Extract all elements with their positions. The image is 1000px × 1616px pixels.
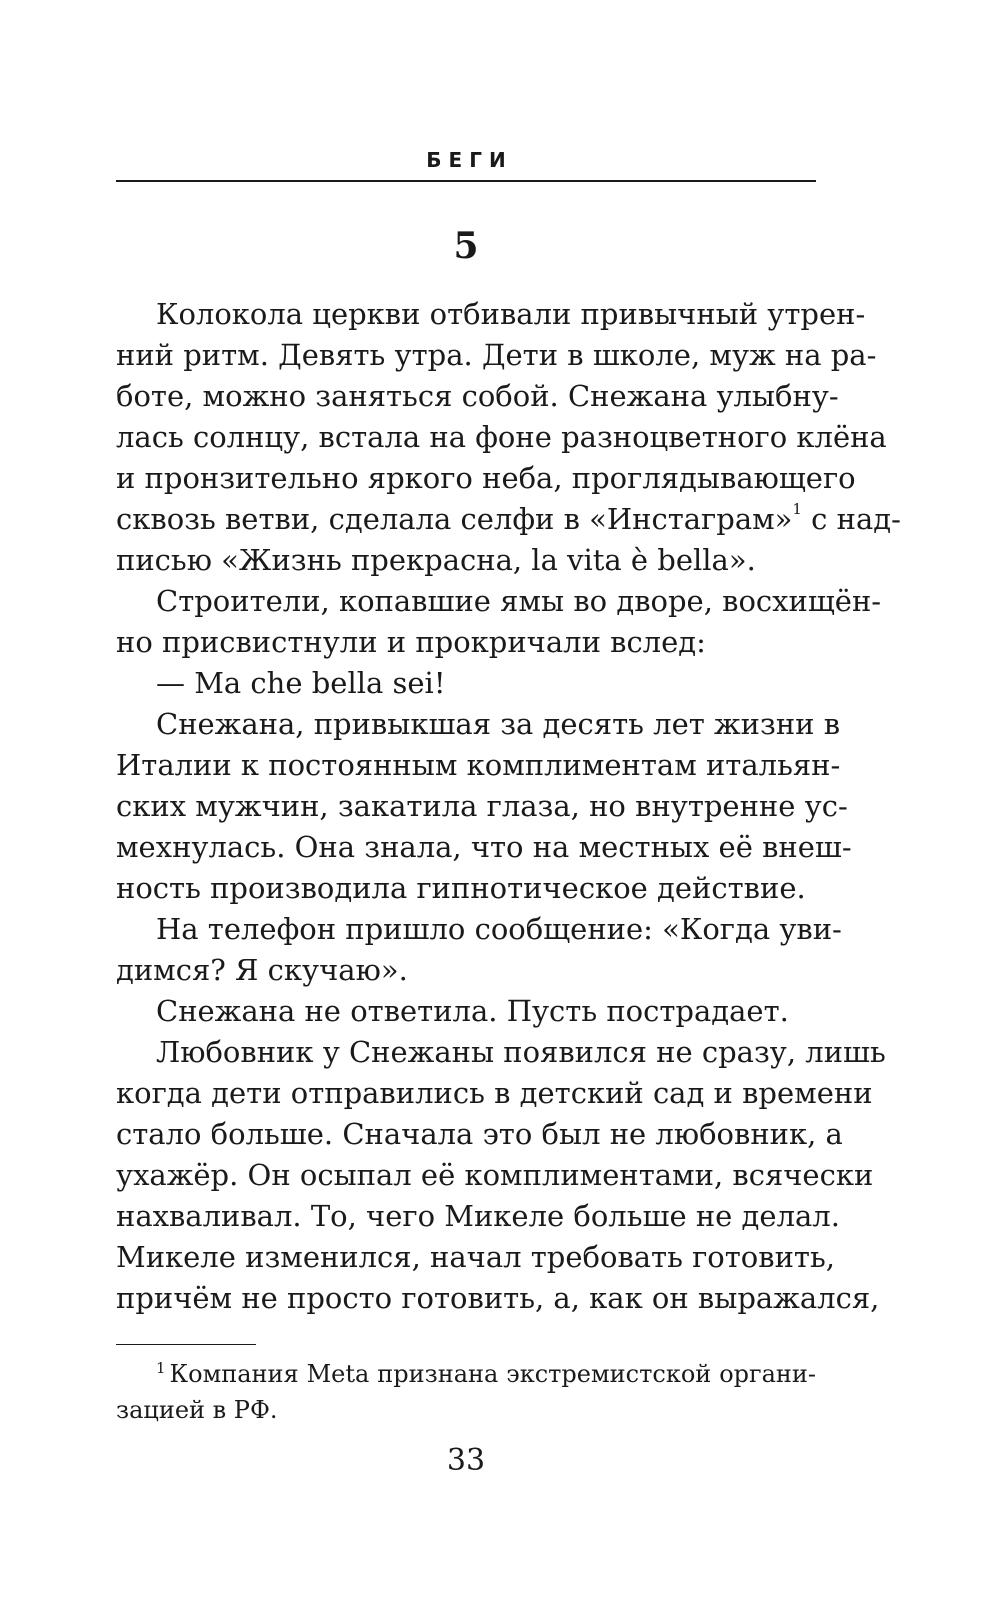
footnote [116, 1356, 816, 1428]
text-line: димся? Я скучаю». [116, 953, 408, 987]
text-line: когда дети отправились в детский сад и времени [116, 1076, 873, 1110]
footnote-line: зацией в РФ. [116, 1396, 278, 1424]
text-segment: с над- [801, 502, 901, 536]
text-line: Любовник у Снежаны появился не сразу, лишь [156, 1035, 886, 1069]
text-line: боте, можно заняться собой. Снежана улыбну- [116, 379, 839, 413]
text-line: На телефон пришло сообщение: «Когда уви- [156, 912, 842, 946]
text-line: ских мужчин, закатила глаза, но внутренне ус- [116, 789, 848, 823]
text-line: — Ma che bella sei! [156, 666, 446, 700]
footnote-marker: 1 [156, 1359, 166, 1377]
text-line-with-footnote [116, 499, 901, 540]
text-line: но присвистнули и прокричали вслед: [116, 625, 706, 659]
text-line: Италии к постоянным комплиментам итальян- [116, 748, 841, 782]
footnote-text: Компания Meta признана экстремистской органи- [169, 1360, 816, 1388]
text-line: ность производила гипнотическое действие. [116, 871, 806, 905]
text-line: стало больше. Сначала это был не любовник, а [116, 1117, 843, 1151]
text-line: Микеле изменился, начал требовать готовить, [116, 1240, 835, 1274]
text-line: писью «Жизнь прекрасна, la vita è bella». [116, 543, 756, 577]
header-rule [116, 180, 816, 182]
body-text [116, 294, 901, 1319]
page-number: 33 [446, 1443, 486, 1478]
text-line: Снежана, привыкшая за десять лет жизни в [156, 707, 841, 741]
text-line: мехнулась. Она знала, что на местных её внеш- [116, 830, 852, 864]
footnote-line [116, 1356, 816, 1392]
text-line: ний ритм. Девять утра. Дети в школе, муж на ра- [116, 338, 877, 372]
text-line: Строители, копавшие ямы во дворе, восхищён- [156, 584, 882, 618]
running-head: БЕГИ [426, 148, 513, 172]
text-line: причём не просто готовить, а, как он выражался, [116, 1281, 880, 1315]
text-line: Колокола церкви отбивали привычный утрен- [156, 297, 866, 331]
footnote-rule [116, 1344, 256, 1345]
text-line: лась солнцу, встала на фоне разноцветного клёна [116, 420, 887, 454]
text-line: и пронзительно яркого неба, проглядывающего [116, 461, 856, 495]
text-segment: сквозь ветви, сделала селфи в «Инстаграм» [116, 502, 793, 536]
chapter-number: 5 [453, 225, 479, 267]
text-line: Снежана не ответила. Пусть пострадает. [156, 994, 789, 1028]
footnote-reference[interactable]: 1 [792, 500, 802, 519]
text-line: нахваливал. То, чего Микеле больше не делал. [116, 1199, 840, 1233]
text-line: ухажёр. Он осыпал её комплиментами, всячески [116, 1158, 874, 1192]
